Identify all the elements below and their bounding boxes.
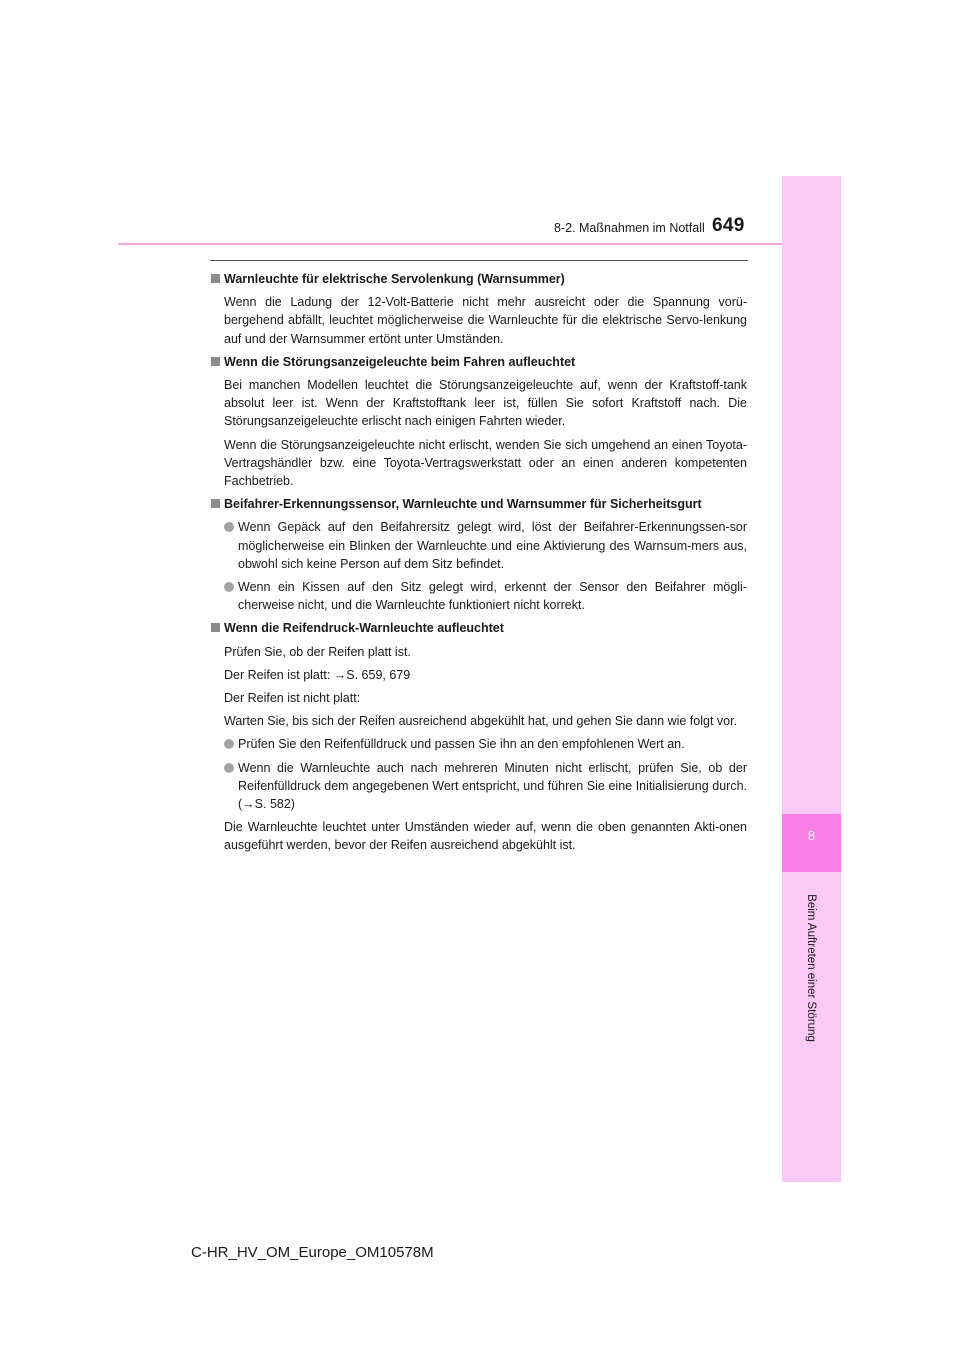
list-item — [224, 518, 747, 573]
list-item-text: Wenn die Warnleuchte auch nach mehreren Minuten nicht erlischt, prüfen Sie, ob der Reifenfülldruck dem angegebenen Wert entspricht, und führen Sie eine Initialisierung durch. (→S. 582) — [238, 760, 747, 812]
chapter-tab — [782, 814, 841, 872]
page-content — [211, 270, 747, 860]
heading-text: Wenn die Störungsanzeigeleuchte beim Fahren aufleuchtet — [224, 354, 576, 369]
square-bullet-icon — [211, 623, 220, 632]
section-heading-servolenkung — [211, 270, 747, 288]
heading-text: Warnleuchte für elektrische Servolenkung (Warnsummer) — [224, 272, 565, 286]
header-rule — [118, 243, 782, 245]
square-bullet-icon — [211, 274, 220, 283]
section-heading-reifendruck — [211, 619, 747, 637]
list-item-text: Wenn Gepäck auf den Beifahrersitz gelegt wird, löst der Beifahrer-Erkennungssen-sor möglicherweise ein Blinken der Warnleuchte und eine Aktivierung des Warnsum-mers aus, obwohl sich keine Person auf dem Sitz befindet. — [238, 520, 747, 571]
document-id: C-HR_HV_OM_Europe_OM10578M — [191, 1244, 434, 1261]
paragraph: Warten Sie, bis sich der Reifen ausreichend abgekühlt hat, und gehen Sie dann wie folgt vor. — [224, 714, 738, 729]
chapter-number: 8 — [807, 828, 816, 843]
square-bullet-icon — [211, 499, 220, 508]
paragraph: Der Reifen ist nicht platt: — [224, 691, 361, 706]
paragraph: Die Warnleuchte leuchtet unter Umständen wieder auf, wenn die oben genannten Akti-onen ausgeführt werden, bevor der Reifen ausreichend abgekühlt ist. — [224, 820, 747, 853]
section-heading-beifahrer-sensor — [211, 495, 747, 513]
paragraph: Wenn die Störungsanzeigeleuchte nicht erlischt, wenden Sie sich umgehend an einen Toyota-Vertragshändler bzw. eine Toyota-Vertragswerkstatt oder an einen anderen kompetenten Fachbetrieb. — [224, 437, 747, 489]
round-bullet-icon — [224, 763, 234, 773]
list-item — [224, 578, 747, 614]
section-heading-stoerungsanzeige — [211, 353, 747, 371]
heading-text: Beifahrer-Erkennungssensor, Warnleuchte und Warnsummer für Sicherheitsgurt — [224, 497, 702, 512]
list-item — [224, 735, 747, 753]
page-number: 649 — [712, 215, 745, 236]
paragraph: Bei manchen Modellen leuchtet die Störungsanzeigeleuchte auf, wenn der Kraftstoff-tank absolut leer ist. Wenn der Kraftstofftank leer ist, füllen Sie sofort Kraftstoff nach. Die Störungsanzeigeleuchte erlischt nach einigen Fahrten wieder. — [224, 378, 747, 429]
square-bullet-icon — [211, 357, 220, 366]
list-item-text: Prüfen Sie den Reifenfülldruck und passen Sie ihn an den empfohlenen Wert an. — [238, 737, 685, 752]
round-bullet-icon — [224, 522, 234, 532]
list-item-text: Wenn ein Kissen auf den Sitz gelegt wird, erkennt der Sensor den Beifahrer mögli-cherweise nicht, und die Warnleuchte funktioniert nicht korrekt. — [238, 580, 747, 613]
round-bullet-icon — [224, 582, 234, 592]
heading-text: Wenn die Reifendruck-Warnleuchte aufleuchtet — [224, 621, 504, 636]
paragraph: Der Reifen ist platt: →S. 659, 679 — [224, 667, 411, 682]
list-item — [224, 759, 747, 814]
section-title: 8-2. Maßnahmen im Notfall — [554, 221, 705, 235]
paragraph: Prüfen Sie, ob der Reifen platt ist. — [224, 644, 411, 659]
chapter-title: Beim Auftreten einer Störung — [805, 894, 817, 1042]
paragraph: Wenn die Ladung der 12-Volt-Batterie nicht mehr ausreicht oder die Spannung vorü-bergehend abfällt, leuchtet möglicherweise die Warnleuchte für die elektrische Servo-lenkung auf und der Warnsummer ertönt unter Umständen. — [224, 295, 747, 346]
content-top-rule — [210, 260, 748, 261]
round-bullet-icon — [224, 739, 234, 749]
